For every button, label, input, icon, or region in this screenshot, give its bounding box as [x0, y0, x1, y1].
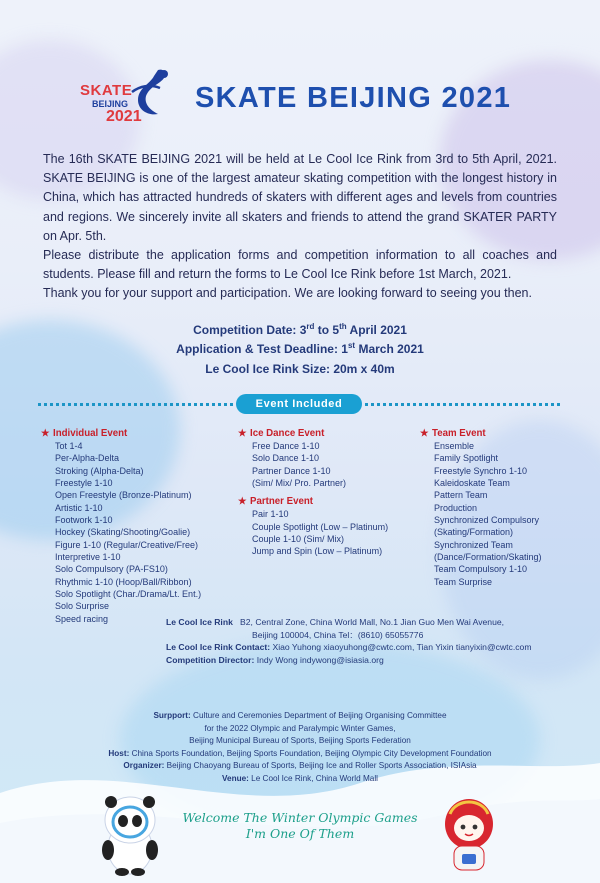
- rink-address-row: [166, 616, 531, 629]
- event-item: Interpretive 1-10: [55, 552, 121, 563]
- shuey-rhon-rhon-mascot-icon: [440, 794, 498, 876]
- ice-dance-event-list: [252, 440, 388, 489]
- event-item: Production: [434, 502, 478, 513]
- support-row: Beijing Municipal Bureau of Sports, Beijing Sports Federation: [189, 736, 411, 746]
- event-item: Solo Dance 1-10: [252, 453, 320, 464]
- competition-date-suffix: April 2021: [346, 323, 407, 337]
- event-item: Team Surprise: [434, 576, 493, 587]
- intro-paragraph: Thank you for your support and participation. We are looking forward to seeing you then.: [43, 286, 532, 301]
- venue-value: Le Cool Ice Rink, China World Mall: [251, 773, 378, 783]
- bing-dwen-dwen-mascot-icon: [98, 792, 162, 876]
- event-item: Pair 1-10: [252, 509, 289, 520]
- event-item: Synchronized Team: [434, 539, 513, 550]
- host-label: Host:: [108, 748, 130, 758]
- star-icon: ★: [238, 428, 247, 439]
- event-item: Footwork 1-10: [55, 515, 113, 526]
- competition-date-prefix: Competition Date: 3: [193, 323, 307, 337]
- organizer-row: [0, 760, 600, 773]
- event-item: Kaleidoskate Team: [434, 478, 510, 489]
- host-row: [0, 748, 600, 761]
- logo-skate-text: SKATE: [80, 82, 133, 99]
- event-item: Ensemble: [434, 441, 475, 451]
- individual-event-heading: [41, 427, 201, 440]
- event-item: Pattern Team: [434, 490, 488, 501]
- partner-event-heading: [238, 495, 388, 508]
- deadline-suffix: March 2021: [355, 342, 424, 357]
- welcome-line: Welcome The Winter Olympic Games: [182, 810, 418, 825]
- event-item: Solo Surprise: [55, 601, 110, 612]
- organizers-info: [0, 710, 600, 786]
- event-item: Freestyle 1-10: [55, 478, 113, 489]
- support-value: Culture and Ceremonies Department of Beijing Organising Committee: [193, 711, 447, 720]
- intro-paragraph: The 16th SKATE BEIJING 2021 will be held at Le Cool Ice Rink from 3rd to 5th April, 2021. SKATE BEIJING is one of the largest amateur skating competition with the longest history in China, which has attracted hundreds of skaters with different ages and levels from countries and regions. We sincerely invite all skaters and friends to attend the grand SKATER PARTY on Apr. 5th.: [43, 152, 557, 243]
- star-icon: ★: [41, 428, 50, 439]
- team-event-list: [434, 440, 542, 588]
- event-included-badge: Event Included: [236, 394, 362, 414]
- event-item: Speed racing: [55, 613, 109, 624]
- contact-value: Xiao Yuhong xiaoyuhong@cwtc.com, Tian Yixin tianyixin@cwtc.com: [272, 642, 532, 653]
- rink-size: Le Cool Ice Rink Size: 20m x 40m: [205, 361, 395, 376]
- event-item: Open Freestyle (Bronze-Platinum): [55, 490, 192, 501]
- heading-text: Individual Event: [53, 428, 128, 439]
- event-item: Solo Compulsory (PA-FS10): [55, 564, 168, 575]
- heading-text: Ice Dance Event: [250, 428, 325, 439]
- ice-dance-event-heading: [238, 427, 388, 440]
- team-event-heading: [420, 427, 542, 440]
- contact-info: [166, 616, 531, 666]
- rink-address: B2, Central Zone, China World Mall, No.1 Jian Guo Men Wai Avenue,: [240, 617, 505, 627]
- event-item: Figure 1-10 (Regular/Creative/Free): [55, 539, 199, 550]
- support-row: [0, 710, 600, 723]
- support-label: Surpport:: [153, 711, 191, 720]
- organizer-label: Organizer:: [123, 761, 165, 771]
- rink-contact-row: [166, 641, 531, 654]
- welcome-line: I'm One Of Them: [245, 826, 355, 841]
- intro-paragraph: Please distribute the application forms and competition information to all coaches and students. Please fill and return the forms to Le Cool Ice Rink before 1st March, 2021.: [43, 248, 557, 282]
- dotted-divider: [365, 403, 560, 406]
- director-label: Competition Director:: [166, 654, 255, 665]
- heading-text: Partner Event: [250, 496, 313, 508]
- individual-event-column: [41, 427, 202, 625]
- event-item: Team Compulsory 1-10: [434, 564, 528, 575]
- event-item: Stroking (Alpha-Delta): [55, 465, 144, 476]
- intro-text: [43, 150, 557, 304]
- deadline-prefix: Application & Test Deadline: 1: [176, 342, 348, 357]
- event-item: Partner Dance 1-10: [252, 465, 331, 476]
- event-item: Hockey (Skating/Shooting/Goalie): [55, 527, 191, 538]
- ice-dance-partner-column: [238, 427, 389, 558]
- event-item: Jump and Spin (Low – Platinum): [252, 546, 383, 557]
- skate-beijing-logo: [80, 66, 180, 132]
- event-item: Artistic 1-10: [55, 502, 103, 513]
- venue-row: [0, 773, 600, 786]
- heading-text: Team Event: [432, 428, 486, 439]
- support-row: for the 2022 Olympic and Paralympic Winter Games,: [204, 723, 396, 733]
- event-item: (Skating/Formation): [434, 527, 514, 538]
- page-title: SKATE BEIJING 2021: [195, 82, 512, 114]
- star-icon: ★: [420, 428, 429, 439]
- event-item: (Dance/Formation/Skating): [434, 552, 542, 563]
- event-item: Solo Spotlight (Char./Drama/Lt. Ent.): [55, 589, 202, 600]
- sup: st: [347, 341, 356, 351]
- event-item: Family Spotlight: [434, 453, 499, 464]
- event-item: Rhythmic 1-10 (Hoop/Ball/Ribbon): [55, 576, 192, 587]
- event-item: Couple 1-10 (Sim/ Mix): [252, 534, 345, 545]
- star-icon: ★: [238, 496, 247, 508]
- competition-date: [0, 321, 600, 340]
- rink-label: Le Cool Ice Rink: [166, 617, 233, 627]
- event-item: Free Dance 1-10: [252, 441, 320, 451]
- director-row: [166, 654, 531, 667]
- event-item: Tot 1-4: [55, 441, 83, 451]
- header: [80, 66, 580, 132]
- event-item: Synchronized Compulsory: [434, 515, 540, 526]
- welcome-slogan: [160, 810, 440, 842]
- event-item: Per-Alpha-Delta: [55, 453, 120, 464]
- venue-label: Venue:: [222, 773, 249, 783]
- rink-address-row: Beijing 100004, China Tel：(8610) 65055776: [252, 629, 424, 640]
- team-event-column: [420, 427, 542, 588]
- logo-beijing-text: BEIJING: [92, 99, 129, 109]
- event-item: (Sim/ Mix/ Pro. Partner): [252, 478, 347, 489]
- competition-date-mid: to 5: [314, 323, 340, 337]
- competition-info: [0, 321, 600, 379]
- sup: th: [339, 322, 347, 331]
- application-deadline: [0, 340, 600, 359]
- director-value: Indy Wong indywong@isiasia.org: [256, 654, 384, 665]
- partner-event-list: [252, 508, 388, 557]
- sup: rd: [306, 322, 315, 331]
- logo-year-text: 2021: [106, 108, 142, 125]
- individual-event-list: [55, 440, 201, 625]
- event-item: Couple Spotlight (Low – Platinum): [252, 521, 389, 532]
- organizer-value: Beijing Chaoyang Bureau of Sports, Beijing Ice and Roller Sports Association, ISIAsia: [166, 761, 477, 771]
- dotted-divider: [38, 403, 233, 406]
- event-item: Freestyle Synchro 1-10: [434, 465, 528, 476]
- contact-label: Le Cool Ice Rink Contact:: [166, 642, 271, 653]
- host-value: China Sports Foundation, Beijing Sports Foundation, Beijing Olympic City Development Foundation: [131, 748, 492, 758]
